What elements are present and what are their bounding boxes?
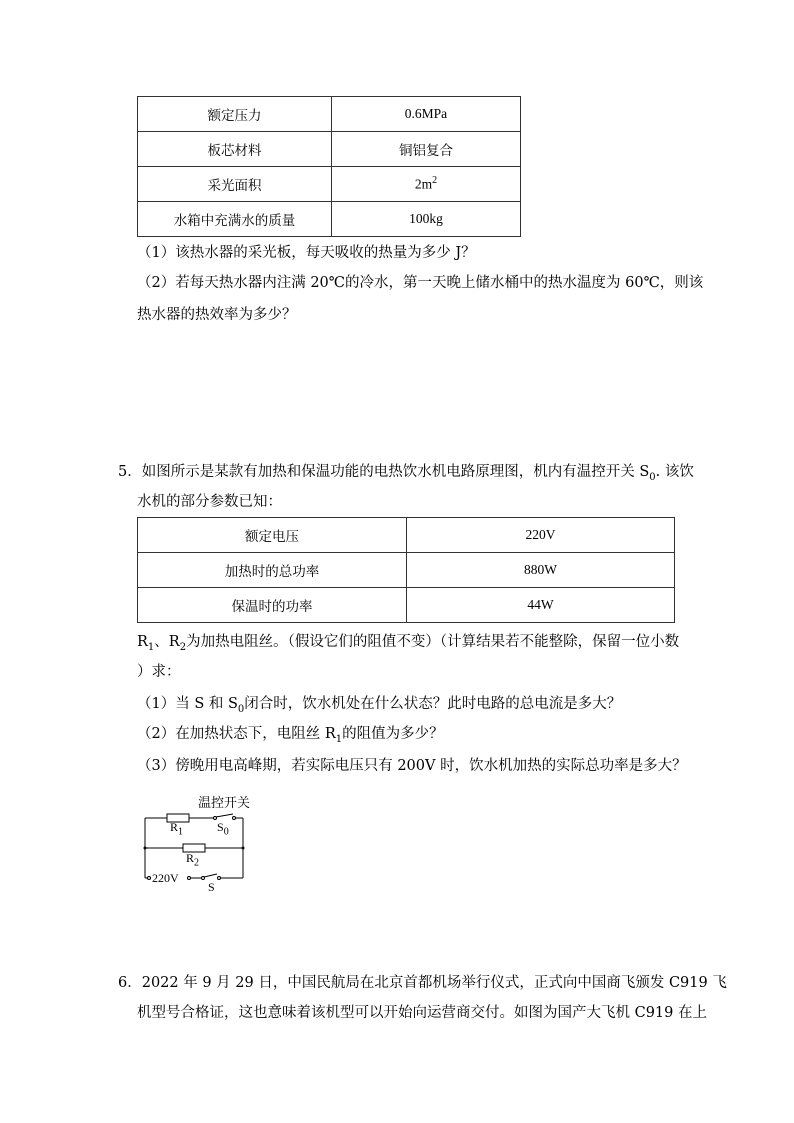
area-value: 2m	[414, 176, 433, 192]
spec-table-water-dispenser	[137, 517, 675, 623]
table-cell-value: 44W	[407, 588, 675, 623]
q5-part2-text-end: 的阻值为多少？	[342, 726, 444, 742]
q5-part1-sub: 0	[237, 703, 245, 715]
s-switch	[204, 874, 217, 877]
table-row	[138, 202, 521, 237]
table-row	[138, 553, 675, 588]
q5-description-line2: ）求：	[137, 664, 181, 680]
q6-line1: 6．2022 年 9 月 29 日，中国民航局在北京首都机场举行仪式，正式向中国商飞颁发 C919 飞	[118, 975, 727, 991]
r1-sub: 1	[147, 641, 155, 653]
q5-description-text: 为加热电阻丝。（假设它们的阻值不变）（计算结果若不能整除，保留一位小数	[186, 634, 680, 650]
table-row	[138, 588, 675, 623]
r1-symbol: R	[137, 634, 148, 650]
q5-part1-text: （1）当 S 和 S	[137, 696, 238, 712]
r2-symbol: 、R	[154, 634, 180, 650]
spec-table-solar-heater	[137, 96, 521, 237]
q5-part2	[137, 724, 444, 750]
table-row	[138, 518, 675, 553]
table-cell-label: 采光面积	[138, 167, 332, 202]
circuit-title: 温控开关	[198, 796, 251, 811]
r2-letter: R	[186, 851, 195, 865]
r2-sub-label: 2	[194, 857, 200, 869]
r2-sub: 2	[179, 641, 187, 653]
q5-stem-text-end: . 该饮	[655, 464, 694, 480]
q6-line2: 机型号合格证，这也意味着该机型可以开始向运营商交付。如图为国产大飞机 C919 在上	[137, 1005, 707, 1021]
circuit-label-r2	[186, 851, 199, 868]
r1-sub-label: 1	[178, 826, 184, 838]
table-cell-label: 加热时的总功率	[138, 553, 407, 588]
table-cell-value: 铜铝复合	[332, 132, 521, 167]
table-cell-value: 220V	[407, 518, 675, 553]
table-cell-value: 880W	[407, 553, 675, 588]
circuit-label-s: S	[208, 880, 215, 894]
table-cell-label: 水箱中充满水的质量	[138, 202, 332, 237]
q5-stem-line1	[118, 462, 694, 488]
area-exponent: 2	[432, 175, 438, 187]
s0-sub-label: 0	[223, 826, 229, 838]
q5-description-line1	[137, 632, 679, 658]
table-cell-label: 保温时的功率	[138, 588, 407, 623]
table-cell-value: 100kg	[332, 202, 521, 237]
table-row	[138, 132, 521, 167]
q5-stem-sub: 0	[649, 471, 656, 483]
q4-part2-line1: （2）若每天热水器内注满 20℃的冷水，第一天晚上储水桶中的热水温度为 60℃，则该	[137, 275, 704, 291]
table-cell-label: 板芯材料	[138, 132, 332, 167]
q5-part1	[137, 694, 621, 720]
q5-stem-text: 5．如图所示是某款有加热和保温功能的电热饮水机电路原理图，机内有温控开关 S	[118, 464, 650, 480]
s0-letter: S	[217, 820, 224, 834]
r1-letter: R	[170, 820, 179, 834]
circuit-diagram	[135, 790, 265, 895]
table-cell-label: 额定压力	[138, 97, 332, 132]
table-row	[138, 97, 521, 132]
table-cell-value: 0.6MPa	[332, 97, 521, 132]
q5-part2-sub: 1	[335, 733, 343, 745]
s0-switch	[216, 814, 233, 817]
circuit-label-s0	[217, 820, 229, 837]
table-cell-label: 额定电压	[138, 518, 407, 553]
q5-part2-text: （2）在加热状态下，电阻丝 R	[137, 726, 336, 742]
q5-stem-line2: 水机的部分参数已知：	[137, 494, 282, 510]
q4-part1: （1）该热水器的采光板，每天吸收的热量为多少 J？	[137, 245, 476, 261]
table-cell-value	[332, 167, 521, 202]
q5-part3: （3）傍晚用电高峰期，若实际电压只有 200V 时，饮水机加热的实际总功率是多大？	[137, 758, 687, 774]
q4-part2-line2: 热水器的热效率为多少？	[137, 307, 297, 323]
table-row	[138, 167, 521, 202]
circuit-label-r1	[170, 820, 183, 837]
circuit-label-voltage: 220V	[152, 871, 179, 885]
q5-part1-text-end: 闭合时，饮水机处在什么状态？此时电路的总电流是多大？	[244, 696, 622, 712]
